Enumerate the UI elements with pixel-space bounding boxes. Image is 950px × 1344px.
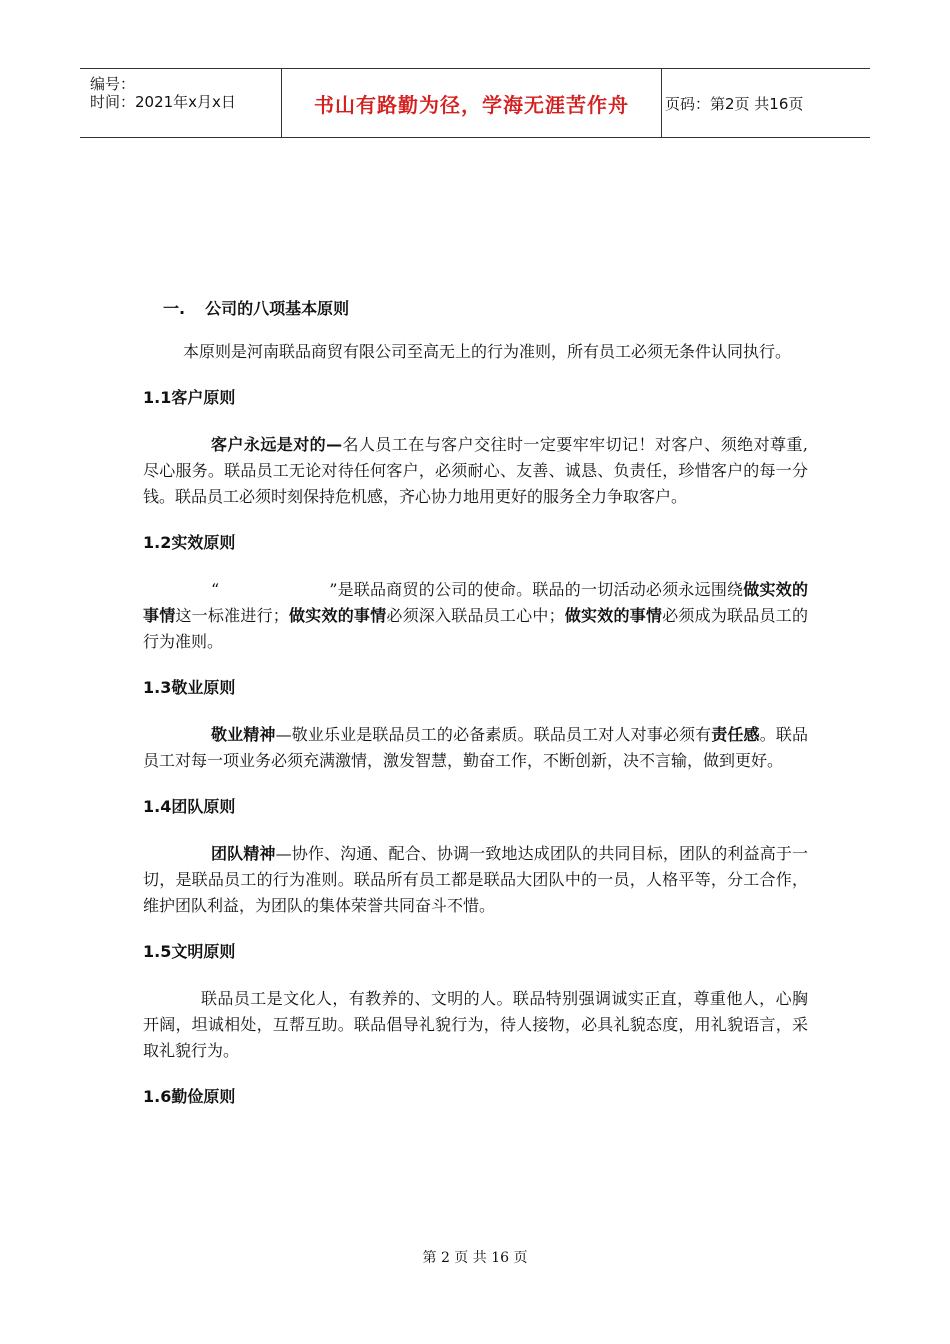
header-motto-cell [281,69,662,137]
principle-body: 联品员工是文化人，有教养的、文明的人。联品特别强调诚实正直，尊重他人，心胸开阔，坦诚相处，互帮互助。联品倡导礼貌行为，待人接物，必具礼貌态度，用礼貌语言，采取礼貌行为。 [143,989,808,1060]
principle-body [143,722,808,774]
principle-title: 1.2实效原则 [143,533,236,552]
bold-lead: 敬业精神 [211,725,276,744]
body-text: 是联品商贸的公司的使命。联品的一切活动必须永远围绕 [337,580,744,599]
body-text: —协作、沟通、配合、协调一致地达成团队的共同目标，团队的利益高于一切，是联品员工的行为准则。联品所有员工都是联品大团队中的一员，人格平等，分工合作，维护团队利益，为团队的集体荣誉共同奋斗不惜。 [143,844,808,915]
document-body [143,296,808,1107]
section-heading [143,296,808,319]
bold-phrase: 做实效的事情 [288,606,387,625]
number-label: 编号： [90,75,136,93]
principle-title: 1.1客户原则 [143,388,236,407]
section-intro: 本原则是河南联品商贸有限公司至高无上的行为准则，所有员工必须无条件认同执行。 [183,342,792,361]
bold-phrase: 责任感 [711,725,760,744]
bold-lead: 团队精神 [211,844,276,863]
bold-phrase: 做实效的事情 [564,606,663,625]
body-text: 名人员工在与客户交往时一定要牢牢切记！对客户、须绝对尊重,尽心服务。联品员工无论对待任何客户，必须耐心、友善、诚恳、负责任，珍惜客户的每一分钱。联品员工必须时刻保持危机感，齐心协力地用更好的服务全力争取客户。 [143,435,808,506]
body-text: —敬业乐业是联品员工的必备素质。联品员工对人对事必须有 [275,725,712,744]
principle-body [143,432,808,510]
header-page-info: 页码：第2页 共16页 [665,94,804,113]
principle-title: 1.4团队原则 [143,797,236,816]
section-title: 公司的八项基本原则 [205,299,350,318]
principle-body [143,841,808,919]
header-meta [80,69,280,137]
bold-phrase: 做实效的事情 [143,580,808,625]
principle-title: 1.3敬业原则 [143,678,236,697]
quote-close: ” [329,580,338,599]
body-text: 必须深入联品员工心中； [386,606,565,625]
date-label: 时间：2021年x月x日 [90,93,236,111]
principle-body [143,577,808,655]
body-text: 。联品员工对每一项业务必须充满激情，激发智慧，勤奋工作，不断创新，决不言输，做到更好。 [143,725,808,770]
principle-title: 1.5文明原则 [143,942,236,961]
page-header [80,68,870,138]
bold-lead: 客户永远是对的— [211,435,343,454]
body-text: 必须成为联品员工的行为准则。 [143,606,808,651]
principle-title: 1.6勤俭原则 [143,1087,236,1106]
section-index: 一. [163,299,186,318]
quote-open: “ [211,580,220,599]
page-footer: 第 2 页 共 16 页 [422,1250,528,1266]
header-motto: 书山有路勤为径，学海无涯苦作舟 [314,92,629,117]
body-text: 这一标准进行； [175,606,289,625]
